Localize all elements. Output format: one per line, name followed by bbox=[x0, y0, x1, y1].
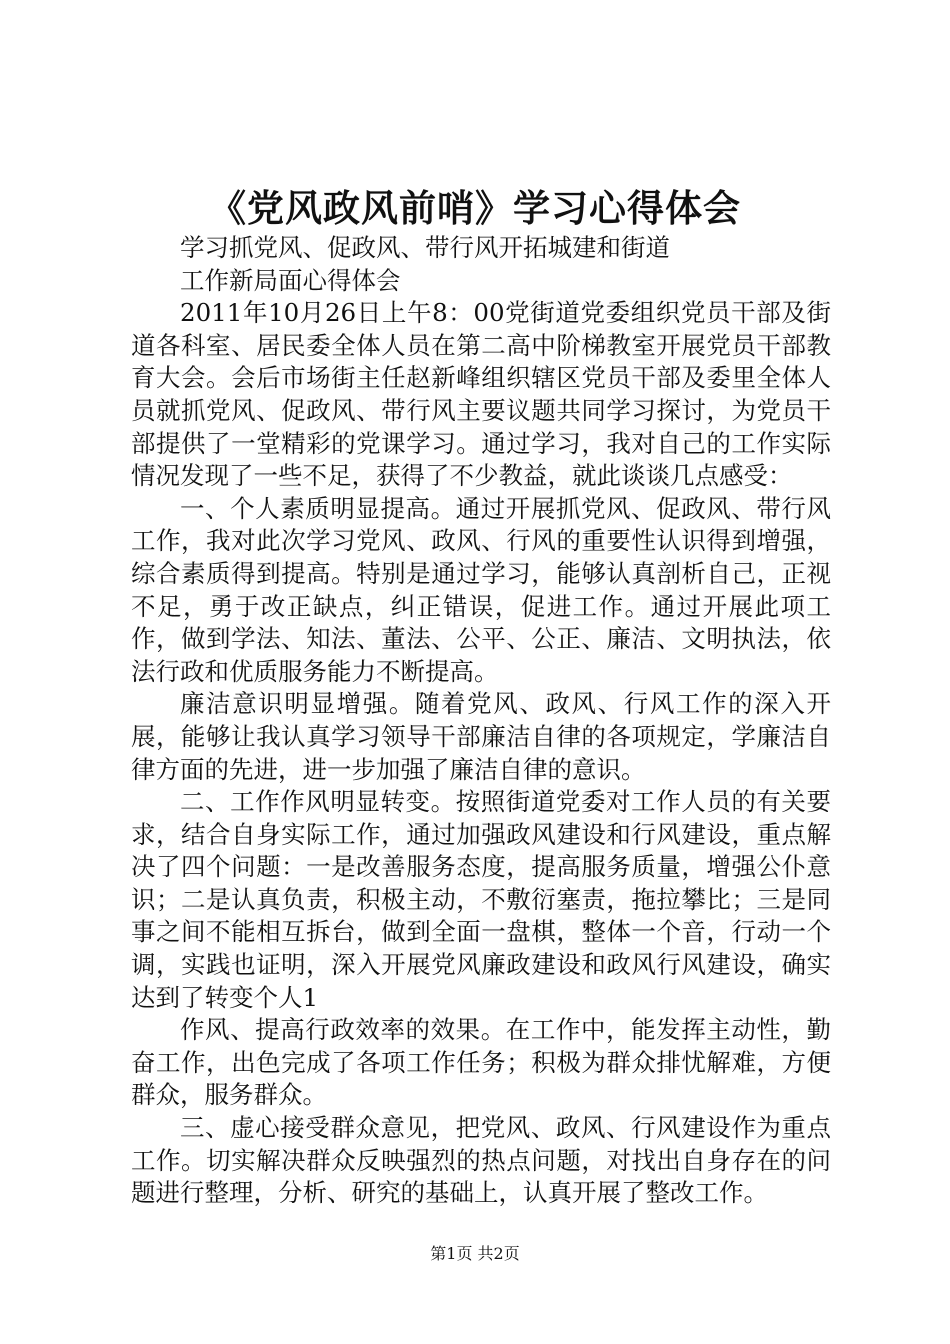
paragraph-integrity: 廉洁意识明显增强。随着党风、政风、行风工作的深入开展，能够让我认真学习领导干部廉洁自律的各项规定，学廉洁自律方面的先进，进一步加强了廉洁自律的意识。 bbox=[131, 689, 831, 784]
document-body bbox=[131, 232, 831, 1210]
subtitle-line-2: 工作新局面心得体会 bbox=[180, 265, 401, 295]
paragraph-point-3: 三、虚心接受群众意见，把党风、政风、行风建设作为重点工作。切实解决群众反映强烈的热点问题，对找出自身存在的问题进行整理，分析、研究的基础上，认真开展了整改工作。 bbox=[131, 1113, 831, 1208]
paragraph-intro: 2011年10月26日上午8：00党街道党委组织党员干部及街道各科室、居民委全体人员在第二高中阶梯教室开展党员干部教育大会。会后市场街主任赵新峰组织辖区党员干部及委里全体人员就抓党风、促政风、带行风主要议题共同学习探讨，为党员干部提供了一堂精彩的党课学习。通过学习，我对自己的工作实际情况发现了一些不足，获得了不少教益，就此谈谈几点感受： bbox=[131, 298, 831, 491]
paragraph-point-1: 一、个人素质明显提高。通过开展抓党风、促政风、带行风工作，我对此次学习党风、政风、行风的重要性认识得到增强，综合素质得到提高。特别是通过学习，能够认真剖析自己，正视不足，勇于改正缺点，纠正错误，促进工作。通过开展此项工作，做到学法、知法、董法、公平、公正、廉洁、文明执法，依法行政和优质服务能力不断提高。 bbox=[131, 493, 831, 686]
paragraph-point-2: 二、工作作风明显转变。按照街道党委对工作人员的有关要求，结合自身实际工作，通过加强政风建设和行风建设，重点解决了四个问题：一是改善服务态度，提高服务质量，增强公仆意识；二是认真负责，积极主动，不敷衍塞责，拖拉攀比；三是同事之间不能相互拆台，做到全面一盘棋，整体一个音，行动一个调，实践也证明，深入开展党风廉政建设和政风行风建设，确实达到了转变个人1 bbox=[131, 787, 831, 1012]
subtitle-line-1: 学习抓党风、促政风、带行风开拓城建和街道 bbox=[180, 233, 670, 262]
page-footer: 第1页 共2页 bbox=[430, 1244, 520, 1263]
paragraph-efficiency: 作风、提高行政效率的效果。在工作中，能发挥主动性，勤奋工作，出色完成了各项工作任务；积极为群众排忧解难，方便群众，服务群众。 bbox=[131, 1015, 831, 1110]
document-title: 《党风政风前哨》学习心得体会 bbox=[209, 186, 741, 230]
